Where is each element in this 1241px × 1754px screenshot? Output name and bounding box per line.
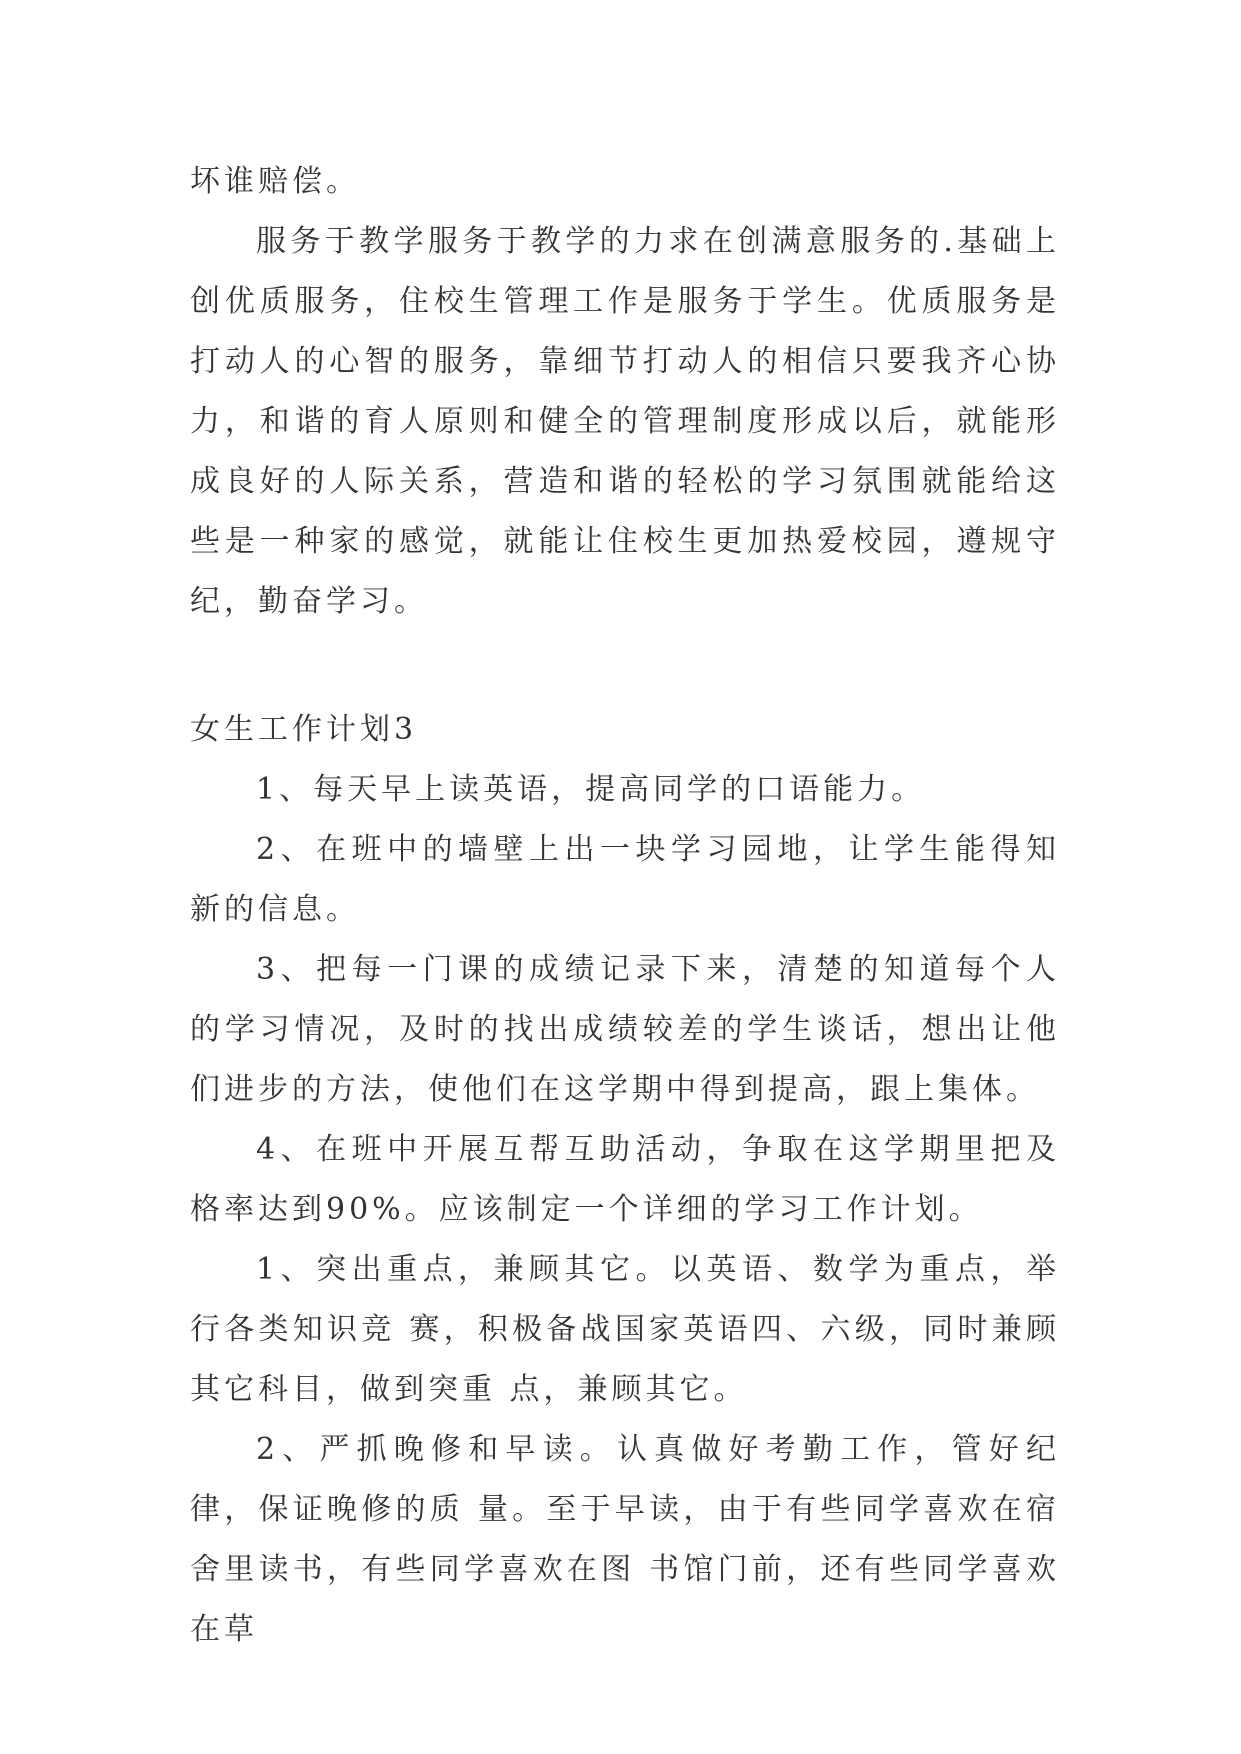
paragraph-service: 服务于教学服务于教学的力求在创满意服务的.基础上创优质服务，住校生管理工作是服务于学生。优质服务是打动人的心智的服务，靠细节打动人的相信只要我齐心协力，和谐的育人原则和健全的管理制度形成以后，就能形成良好的人际关系，营造和谐的轻松的学习氛围就能给这些是一种家的感觉，就能让住校生更加热爱校园，遵规守纪，勤奋学习。 [190, 224, 1060, 619]
paragraph-plan-2: 2、严抓晚修和早读。认真做好考勤工作，管好纪律，保证晚修的质 量。至于早读，由于有些同学喜欢在宿舍里读书，有些同学喜欢在图 书馆门前，还有些同学喜欢在草 [190, 1432, 1060, 1647]
paragraph-continuation: 坏谁赔偿。 [190, 164, 360, 199]
paragraph-plan-1: 1、突出重点，兼顾其它。以英语、数学为重点，举行各类知识竞 赛，积极备战国家英语四、六级，同时兼顾其它科目，做到突重 点，兼顾其它。 [190, 1252, 1060, 1407]
paragraph-item-3: 3、把每一门课的成绩记录下来，清楚的知道每个人的学习情况，及时的找出成绩较差的学生谈话，想出让他们进步的方法，使他们在这学期中得到提高，跟上集体。 [190, 952, 1060, 1107]
document-body [190, 152, 1060, 1660]
paragraph-item-1: 1、每天早上读英语，提高同学的口语能力。 [256, 772, 926, 807]
paragraph-item-4: 4、在班中开展互帮互助活动，争取在这学期里把及格率达到90%。应该制定一个详细的学习工作计划。 [190, 1132, 1060, 1227]
paragraph-item-2: 2、在班中的墙壁上出一块学习园地，让学生能得知新的信息。 [190, 832, 1060, 927]
section-title: 女生工作计划3 [190, 712, 418, 747]
